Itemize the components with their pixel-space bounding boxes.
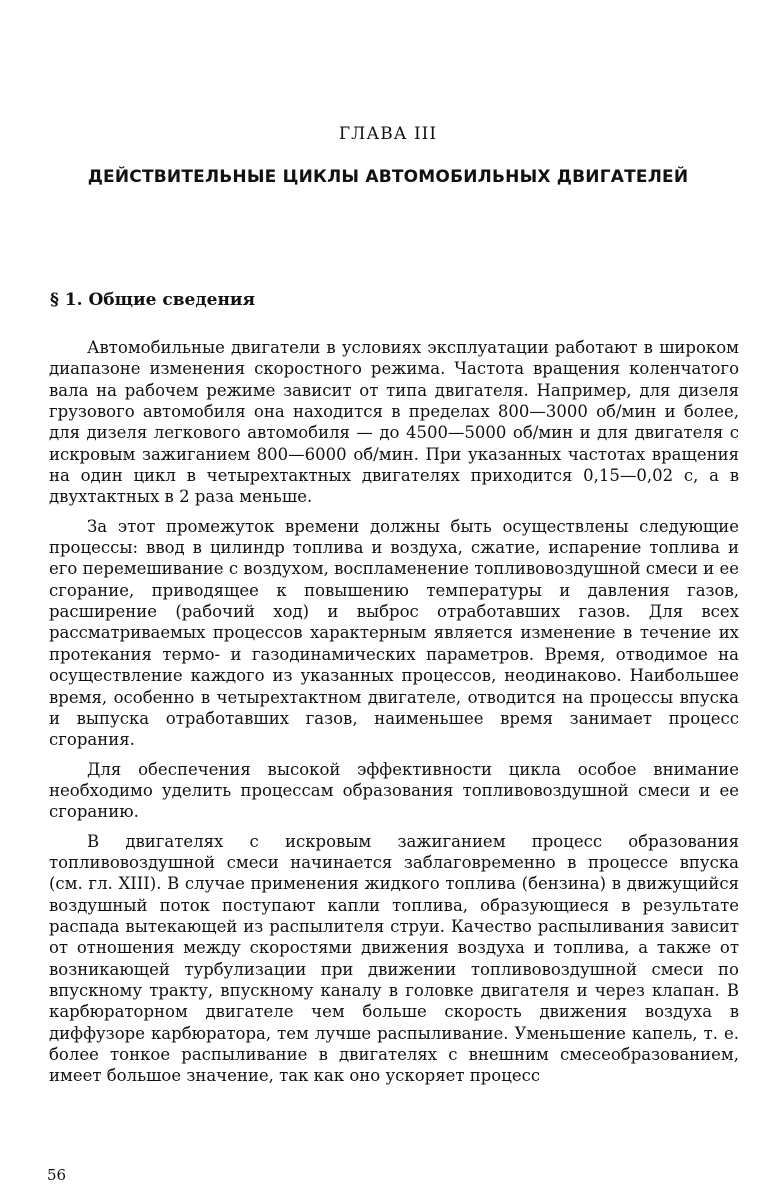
- paragraph-3: Для обеспечения высокой эффективности цикла особое внимание необходимо уделить процессам образования топливовоздушной смеси и ее сгоранию.: [49, 759, 739, 822]
- body-text: [49, 337, 739, 1087]
- section-heading: § 1. Общие сведения: [50, 290, 256, 310]
- paragraph-4: В двигателях с искровым зажиганием процесс образования топливовоздушной смеси начинается заблаговременно в процессе впуска (см. гл. XIII). В случае применения жидкого топлива (бензина) в движущийся воздушный поток поступают капли топлива, образующиеся в результате распада вытекающей из распылителя струи. Качество распыливания зависит от отношения между скоростями движения воздуха и топлива, а также от возникающей турбулизации при движении топливовоздушной смеси по впускному тракту, впускному каналу в головке двигателя и через клапан. В карбюраторном двигателе чем больше скорость движения воздуха в диффузоре карбюратора, тем лучше распыливание. Уменьшение капель, т. е. более тонкое распыливание в двигателях с внешним смесеобразованием, имеет большое значение, так как оно ускоряет процесс: [49, 831, 739, 1086]
- paragraph-2: За этот промежуток времени должны быть осуществлены следующие процессы: ввод в цилиндр топлива и воздуха, сжатие, испарение топлива и его перемешивание с воздухом, воспламенение топливовоздушной смеси и ее сгорание, приводящее к повышению температуры и давления газов, расширение (рабочий ход) и выброс отработавших газов. Для всех рассматриваемых процессов характерным является изменение в течение их протекания термо- и газодинамических параметров. Время, отводимое на осуществление каждого из указанных процессов, неодинаково. Наибольшее время, особенно в четырехтактном двигателе, отводится на процессы впуска и выпуска отработавших газов, наименьшее время занимает процесс сгорания.: [49, 516, 739, 750]
- paragraph-1: Автомобильные двигатели в условиях эксплуатации работают в широком диапазоне изменения скоростного режима. Частота вращения коленчатого вала на рабочем режиме зависит от типа двигателя. Например, для дизеля грузового автомобиля она находится в пределах 800—3000 об/мин и более, для дизеля легкового автомобиля — до 4500—5000 об/мин и для двигателя с искровым зажиганием 800—6000 об/мин. При указанных частотах вращения на один цикл в четырехтактных двигателях приходится 0,15—0,02 с, а в двухтактных в 2 раза меньше.: [49, 338, 739, 507]
- chapter-title: ДЕЙСТВИТЕЛЬНЫЕ ЦИКЛЫ АВТОМОБИЛЬНЫХ ДВИГАТЕЛЕЙ: [87, 167, 689, 187]
- chapter-label: ГЛАВА III: [338, 124, 438, 144]
- page-number: 56: [47, 1166, 67, 1184]
